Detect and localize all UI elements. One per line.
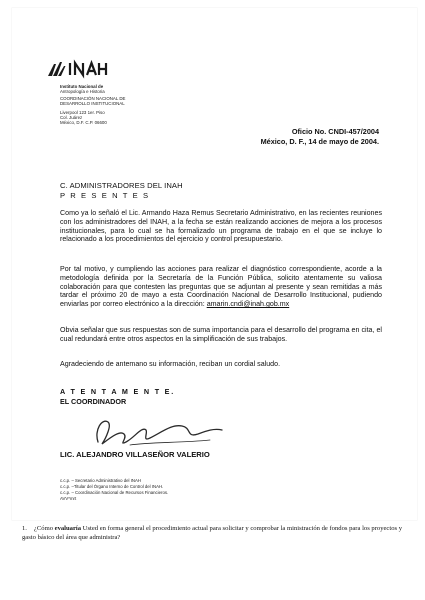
question-1 (22, 525, 407, 542)
question-text-bold: evaluaría (54, 525, 82, 532)
institution-line-3: COORDINACIÓN NACIONAL DE (60, 96, 126, 101)
paragraph-4: Agradeciendo de antemano su información, reciban un cordial saludo. (60, 360, 281, 368)
recipient: C. ADMINISTRADORES DEL INAH (60, 181, 183, 190)
question-text-pre: ¿Cómo (33, 525, 55, 532)
paragraph-2-text: Por tal motivo, y cumpliendo las acciones para realizar el diagnóstico correspondiente, acorde a la metodología definida por la Secretaría de la Función Pública, solicito atentamente su valiosa colaboración para que contesten las preguntas que se adjuntan al presente y sean remitidas a más tardar el próximo 20 de mayo a esta Coordinación Nacional de Desarrollo Institucional, pudiendo enviarlas por correo electrónico a la dirección: (60, 265, 382, 309)
cc-line-1: c.c.p. – Secretario Administrativo del INAH (60, 478, 141, 483)
signature (90, 412, 230, 450)
inah-logo (46, 58, 108, 80)
address-line-1: Liverpool 123 1er. Piso (60, 110, 105, 115)
cc-line-3: c.c.p. – Coordinación Nacional de Recursos Financieros. (60, 490, 169, 495)
place-date: México, D. F., 14 de mayo de 2004. (260, 137, 379, 146)
cc-line-4: AVV*mrt (60, 496, 77, 501)
cc-line-2: c.c.p. –Titular del Órgano Interno de Control del INAH. (60, 484, 164, 489)
institution-line-2: Antropología e Historia (60, 89, 105, 94)
question-text-post: Usted en forma general el procedimiento actual para solicitar y comprobar la ministración de fondos para los proyectos y gasto básico del área que administra? (22, 525, 402, 541)
address-line-2: Col. Juárez (60, 115, 83, 120)
email-link[interactable]: amarin.cndi@inah.gob.mx (206, 300, 290, 309)
oficio-number: Oficio No. CNDI-457/2004 (291, 127, 379, 136)
institution-line-4: DESARROLLO INSTITUCIONAL (60, 101, 125, 106)
institution-line-1: Instituto Nacional de (60, 84, 104, 89)
closing-role: EL COORDINADOR (60, 397, 127, 406)
question-number: 1. (22, 525, 27, 532)
closing-atentamente: A T E N T A M E N T E. (60, 387, 176, 396)
paragraph-2 (60, 265, 382, 309)
signer-name: LIC. ALEJANDRO VILLASEÑOR VALERIO (60, 450, 210, 459)
recipient-presentes: P R E S E N T E S (60, 191, 150, 200)
paragraph-3: Obvia señalar que sus respuestas son de suma importancia para el desarrollo del programa en cita, el cual redundará entre otros aspectos en la simplificación de sus trabajos. (60, 326, 382, 343)
address-line-3: México, D.F. C.P. 06600 (60, 120, 107, 125)
paragraph-1: Como ya lo señaló el Lic. Armando Haza Remus Secretario Administrativo, en las recientes reuniones con los administradores del INAH, a la fecha se están realizando acciones de mejora a los procesos institucionales, para lo cual se ha formalizado un programa de trabajo en el que se incluye lo relacionado a los procedimientos del ejercicio y control presupuestario. (60, 209, 382, 244)
